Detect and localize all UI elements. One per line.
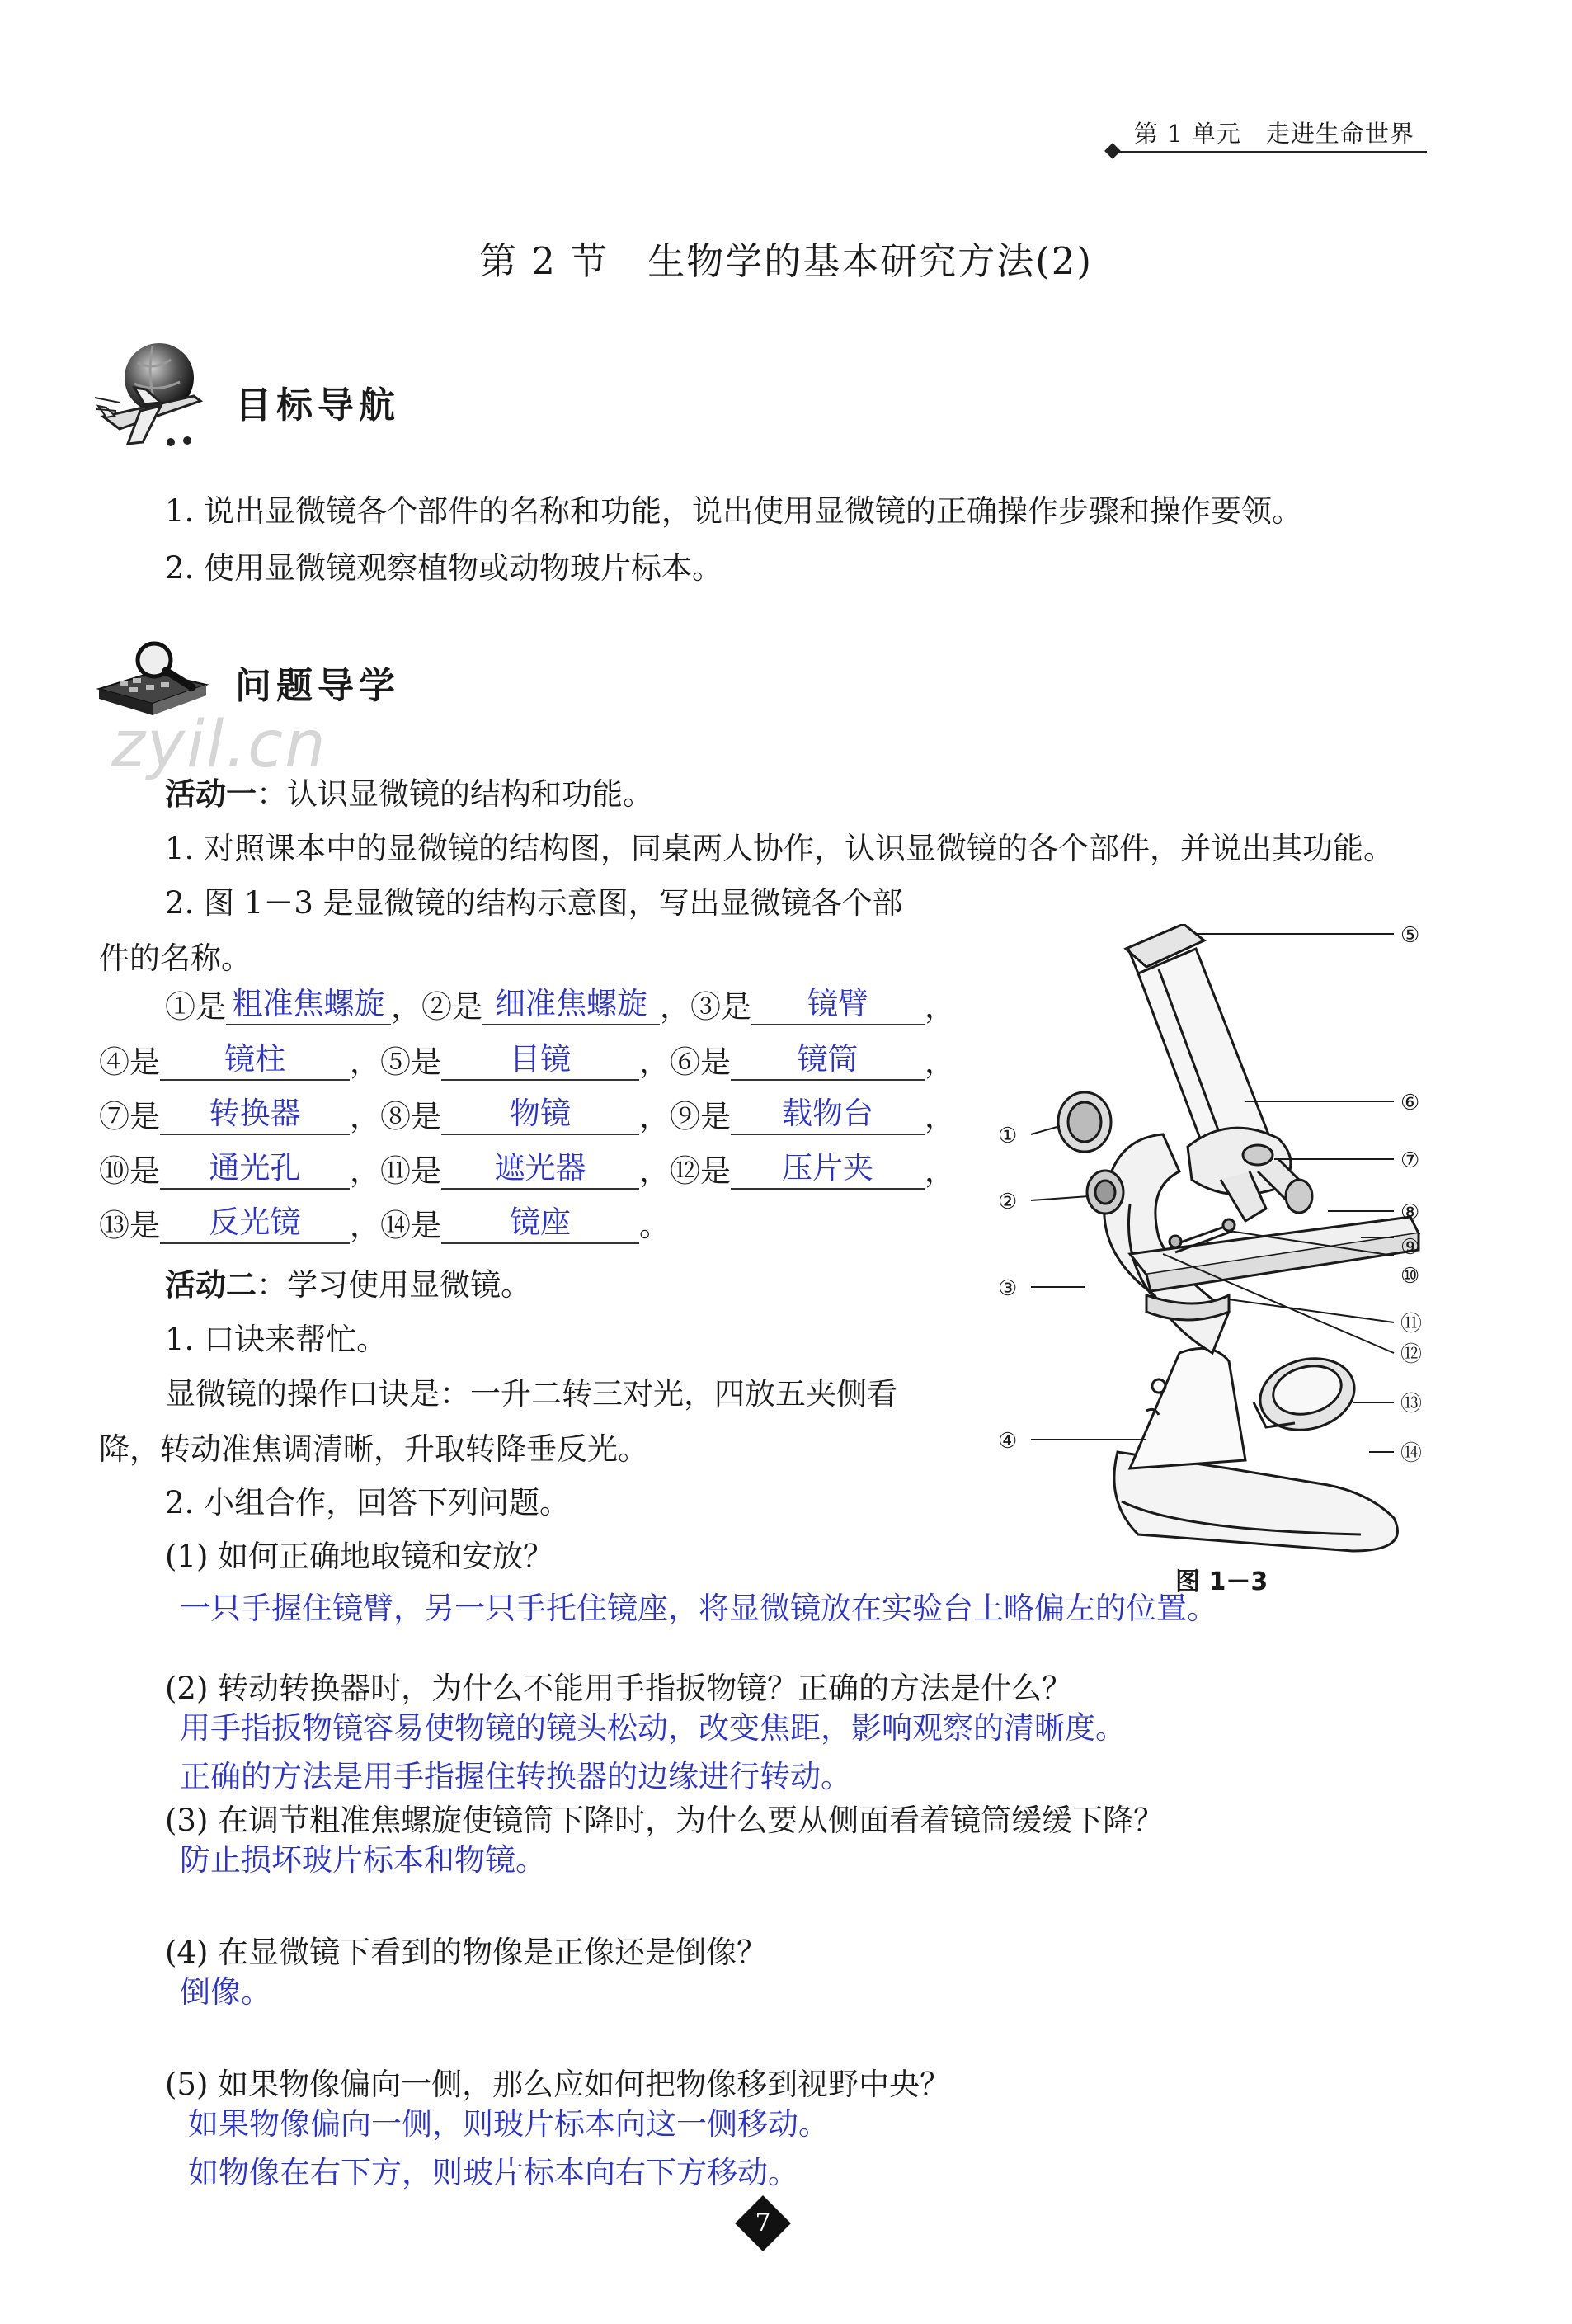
part-label: ，⑥是	[639, 1044, 731, 1080]
part-answer-blank: 遮光器	[441, 1150, 639, 1190]
activity2-title	[165, 1266, 531, 1303]
figure-caption: 图 1－3	[1175, 1567, 1268, 1596]
callout-9: ⑨	[1400, 1235, 1420, 1260]
callout-13: ⑬	[1400, 1392, 1423, 1417]
parts-row-2	[99, 1041, 955, 1081]
answer-2-line2: 正确的方法是用手指握住转换器的边缘进行转动。	[180, 1759, 851, 1794]
callout-2: ②	[998, 1190, 1018, 1214]
question-1: (1) 如何正确地取镜和安放？	[165, 1539, 554, 1574]
parts-row-5	[99, 1204, 670, 1244]
part-answer-blank: 镜臂	[751, 986, 925, 1025]
part-answer-blank: 目镜	[441, 1041, 639, 1081]
question-4: (4) 在显微镜下看到的物像是正像还是倒像？	[165, 1935, 768, 1970]
part-label: ⑦是	[99, 1099, 160, 1134]
mnemonic-line1: 显微镜的操作口诀是：一升二转三对光，四放五夹侧看	[165, 1376, 897, 1412]
part-answer-blank: 压片夹	[731, 1150, 925, 1190]
callout-3: ③	[998, 1276, 1018, 1301]
part-answer-blank: 转换器	[160, 1096, 350, 1135]
part-label: ，⑪是	[350, 1153, 441, 1189]
part-label: ，⑭是	[350, 1208, 441, 1243]
question-5: (5) 如果物像偏向一侧，那么应如何把物像移到视野中央？	[165, 2067, 951, 2102]
comma: ，	[925, 989, 955, 1025]
comma: ，	[925, 1099, 955, 1134]
part-label: ，②是	[391, 989, 482, 1025]
comma: ，	[925, 1044, 955, 1080]
part-answer-blank: 镜柱	[160, 1041, 350, 1081]
answer-4-line1: 倒像。	[180, 1974, 271, 2010]
activity2-label: 活动二	[165, 1266, 257, 1303]
callout-14: ⑭	[1400, 1441, 1423, 1466]
activity2-sub1: 1. 口诀来帮忙。	[165, 1322, 388, 1357]
page-number: 7	[755, 2209, 771, 2237]
activity1-desc: ：认识显微镜的结构和功能。	[257, 776, 653, 812]
page-number-badge	[737, 2197, 789, 2250]
part-label: ④是	[99, 1044, 160, 1080]
question-2: (2) 转动转换器时，为什么不能用手指扳物镜？正确的方法是什么？	[165, 1671, 1073, 1706]
part-label: ⑩是	[99, 1153, 160, 1189]
microscope-diagram	[981, 924, 1460, 1559]
parts-row-4	[99, 1150, 955, 1190]
activity1-title	[165, 775, 653, 813]
activity2-sub2: 2. 小组合作，回答下列问题。	[165, 1485, 571, 1520]
activity1-q2-line1: 2. 图 1－3 是显微镜的结构示意图，写出显微镜各个部	[165, 885, 903, 921]
callout-4: ④	[998, 1429, 1018, 1454]
part-answer-blank: 粗准焦螺旋	[226, 986, 391, 1025]
section-heading-goals: 目标导航	[235, 384, 400, 427]
part-label: ⑬是	[99, 1208, 160, 1243]
callout-10: ⑩	[1400, 1264, 1420, 1289]
running-head: 第 1 单元 走进生命世界	[1134, 120, 1414, 148]
part-answer-blank: 通光孔	[160, 1150, 350, 1190]
part-answer-blank: 反光镜	[160, 1204, 350, 1244]
question-3: (3) 在调节粗准焦螺旋使镜筒下降时，为什么要从侧面看着镜筒缓缓下降？	[165, 1803, 1165, 1838]
watermark: zyil.cn	[111, 708, 327, 782]
section-heading-guide: 问题导学	[235, 665, 400, 707]
callout-6: ⑥	[1400, 1091, 1420, 1115]
activity2-desc: ：学习使用显微镜。	[257, 1267, 531, 1303]
mnemonic-line2: 降，转动准焦调清晰，升取转降垂反光。	[99, 1431, 648, 1467]
answer-3-line1: 防止损坏玻片标本和物镜。	[180, 1842, 546, 1878]
callout-1: ①	[998, 1124, 1018, 1148]
answer-5-line2: 如物像在右下方，则玻片标本向右下方移动。	[188, 2155, 798, 2190]
answer-1-line1: 一只手握住镜臂，另一只手托住镜座，将显微镜放在实验台上略偏左的位置。	[180, 1591, 1217, 1626]
callout-7: ⑦	[1400, 1148, 1420, 1173]
comma: ，	[925, 1153, 955, 1189]
callout-12: ⑫	[1400, 1342, 1423, 1367]
answer-2-line1: 用手指扳物镜容易使物镜的镜头松动，改变焦距，影响观察的清晰度。	[180, 1710, 1126, 1746]
callout-5: ⑤	[1400, 924, 1420, 948]
answer-5-line1: 如果物像偏向一侧，则玻片标本向这一侧移动。	[188, 2106, 829, 2142]
period: 。	[639, 1208, 670, 1243]
part-label: ，③是	[660, 989, 751, 1025]
part-label: ①是	[165, 989, 226, 1025]
activity1-q2-line2: 件的名称。	[99, 940, 252, 976]
activity1-label: 活动一	[165, 775, 257, 812]
activity1-q1: 1. 对照课本中的显微镜的结构图，同桌两人协作，认识显微镜的各个部件，并说出其功能。	[165, 831, 1395, 866]
part-answer-blank: 细准焦螺旋	[482, 986, 660, 1025]
part-answer-blank: 载物台	[731, 1096, 925, 1135]
part-answer-blank: 物镜	[441, 1096, 639, 1135]
part-label: ，⑨是	[639, 1099, 731, 1134]
parts-row-1	[165, 986, 955, 1025]
callout-8: ⑧	[1400, 1200, 1420, 1225]
parts-row-3	[99, 1096, 955, 1135]
part-answer-blank: 镜座	[441, 1204, 639, 1244]
callout-11: ⑪	[1400, 1312, 1423, 1336]
goal-item-2: 2. 使用显微镜观察植物或动物玻片标本。	[165, 550, 723, 586]
part-label: ，⑧是	[350, 1099, 441, 1134]
part-answer-blank: 镜筒	[731, 1041, 925, 1081]
goal-item-1: 1. 说出显微镜各个部件的名称和功能，说出使用显微镜的正确操作步骤和操作要领。	[165, 493, 1303, 529]
part-label: ，⑤是	[350, 1044, 441, 1080]
page-title: 第 2 节 生物学的基本研究方法(2)	[479, 239, 1093, 283]
header-rule	[1118, 151, 1427, 153]
globe-airplane-icon	[95, 338, 210, 454]
part-label: ，⑫是	[639, 1153, 731, 1189]
